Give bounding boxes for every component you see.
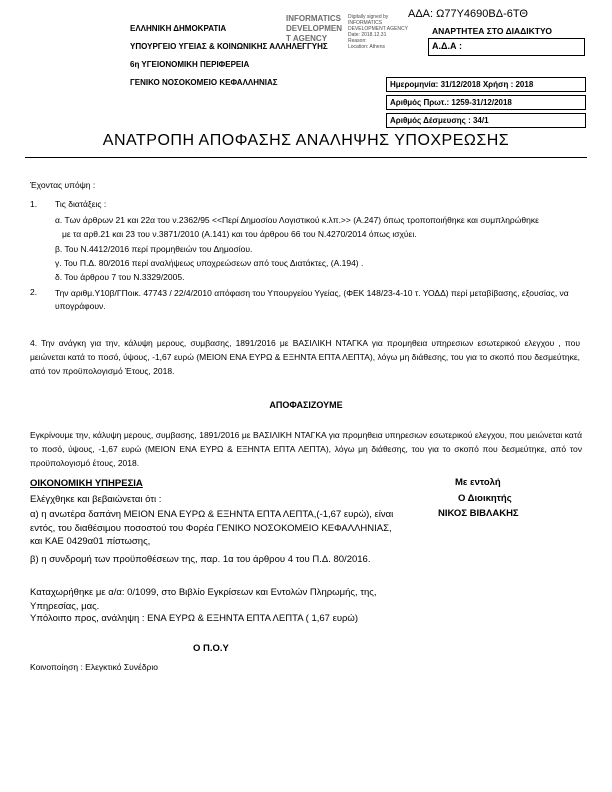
ada-reference: ΑΔΑ: Ω77Υ4690ΒΔ-6ΤΘ [408,8,528,20]
item-1a-continued: με τα αρθ.21 και 23 του ν.3871/2010 (Α.141) και του άρθρου 66 του Ν.4270/2014 όπως ισχύει. [62,229,417,239]
org-country: ΕΛΛΗΝΙΚΗ ΔΗΜΟΚΡΑΤΙΑ [130,24,227,33]
stamp-detail-line: Location: Athens [348,44,385,50]
item-1-number: 1. [30,199,38,209]
stamp-detail-line: INFORMATICS [348,20,383,26]
stamp-detail-line: Digitally signed by [348,14,389,20]
item-1d-text: δ. Του άρθρου 7 του Ν.3329/2005. [55,272,185,282]
finance-officer-title: Ο Π.Ο.Υ [193,643,229,654]
finance-section-heading: ΟΙΚΟΝΟΜΙΚΗ ΥΠΗΡΕΣΙΑ [30,478,143,489]
signature-by-order: Με εντολή [455,477,501,488]
ada-box-label: Α.Δ.Α : [432,41,462,51]
notification-line: Κοινοποίηση : Ελεγκτικό Συνέδριο [30,662,158,672]
org-ministry: ΥΠΟΥΡΓΕΙΟ ΥΓΕΙΑΣ & ΚΟΙΝΩΝΙΚΗΣ ΑΛΛΗΛΕΓΓΥΗΣ [130,42,328,51]
item-2-number: 2. [30,287,38,297]
stamp-detail-line: Reason: [348,38,367,44]
finance-point-b: β) η συνδρομή των προϋποθέσεων της, παρ. 1α του άρθρου 4 του Π.Δ. 80/2016. [30,554,371,565]
signature-role: Ο Διοικητής [458,493,512,504]
internet-posting-label: ΑΝΑΡΤΗΤΕΑ ΣΤΟ ΔΙΑΔΙΚΤΥΟ [432,26,552,36]
signature-name: ΝΙΚΟΣ ΒΙΒΛΑΚΗΣ [438,508,519,519]
document-title: ΑΝΑΤΡΟΠΗ ΑΠΟΦΑΣΗΣ ΑΝΑΛΗΨΗΣ ΥΠΟΧΡΕΩΣΗΣ [102,132,510,149]
ada-box [428,38,585,56]
date-usage-box: Ημερομηνία: 31/12/2018 Χρήση : 2018 [386,77,586,92]
title-divider [25,157,587,158]
item-2-text: Την αριθμ.Υ10β/ΓΠοικ. 47743 / 22/4/2010 απόφαση του Υπουργείου Υγείας, (ΦΕΚ 148/23-4-10 τ. ΥΟΔΔ) περί μεταβίβασης, εξουσίας, να υπογράφουν. [55,288,569,311]
item-1-text: Τις διατάξεις : [55,199,107,209]
org-hospital: ΓΕΝΙΚΟ ΝΟΣΟΚΟΜΕΙΟ ΚΕΦΑΛΛΗΝΙΑΣ [130,78,278,87]
finance-balance-line: Υπόλοιπο προς, ανάληψη : ΕΝΑ ΕΥΡΩ & ΕΞΗΝΤΑ ΕΠΤΑ ΛΕΠΤΑ ( 1,67 ευρώ) [30,613,358,624]
item-4-text: 4. Την ανάγκη για την, κάλυψη μερους, συμβασης, 1891/2016 με ΒΑΣΙΛΙΚΗ ΝΤΑΓΚΑ για προμηθεια υπηρεσιων εσωτερικού ελεγχου , που μειώνεται κατά το ποσό, ύψους, -1,67 ευρώ (ΜΕΙΟΝ ΕΝΑ ΕΥΡΩ & ΕΞΗΝΤΑ ΕΠΤΑ ΛΕΠΤΑ), λόγω μη διάθεσης, του για το σκοπό που δεσμεύτηκε, από τον προϋπολογισμό Έτους, 2018. [30,338,580,376]
stamp-detail-line: DEVELOPMENT AGENCY [348,26,408,32]
org-health-region: 6η ΥΓΕΙΟΝΟΜΙΚΗ ΠΕΡΙΦΕΡΕΙΑ [130,60,250,69]
finance-verified-line: Ελέγχθηκε και βεβαιώνεται ότι : [30,494,162,505]
item-1c-text: γ. Του Π.Δ. 80/2016 περί αναλήψεως υποχρεώσεων από τους Διατάκτες, (Α.194) . [55,258,364,268]
finance-register-line: Καταχωρήθηκε με α/α: 0/1099, στο Βιβλίο Εγκρίσεων και Εντολών Πληρωμής, της, Υπηρεσίας, μας. [30,587,377,612]
stamp-detail-line: Date: 2018.12.31 [348,32,387,38]
decision-text: Εγκρίνουμε την, κάλυψη μερους, συμβασης, 1891/2016 με ΒΑΣΙΛΙΚΗ ΝΤΑΓΚΑ για προμηθεια υπηρεσιων εσωτερικού ελεγχου, που μειώνεται κατά το ποσό, ύψους, -1,67 ευρώ (ΜΕΙΟΝ ΕΝΑ ΕΥΡΩ & ΕΞΗΝΤΑ ΕΠΤΑ ΛΕΠΤΑ), λόγω μη διάθεσης, του για το σκοπό που δεσμεύτηκε, από τον προϋπολογισμό έτους, 2018. [30,430,582,468]
having-regard-label: Έχοντας υπόψη : [30,180,96,190]
decision-heading: ΑΠΟΦΑΣΙΖΟΥΜΕ [269,400,343,410]
digital-signature-stamp [286,14,408,50]
protocol-number-box: Αριθμός Πρωτ.: 1259-31/12/2018 [386,95,586,110]
stamp-signature-details [348,14,408,50]
stamp-agency-name: INFORMATICS DEVELOPMEN T AGENCY [286,14,343,43]
finance-point-a: α) η ανωτέρα δαπάνη ΜΕΙΟΝ ΕΝΑ ΕΥΡΩ & ΕΞΗΝΤΑ ΕΠΤΑ ΛΕΠΤΑ,(-1,67 ευρώ), είναι εντός, του διαθέσιμου ποσοστού του Φορέα ΓΕΝΙΚΟ ΝΟΣΟΚΟΜΕΙΟ ΚΕΦΑΛΛΗΝΙΑΣ, και ΚΑΕ 0429α01 πίστωσης, [30,509,394,547]
commitment-number-box: Αριθμός Δέσμευσης : 34/1 [386,113,586,128]
item-1b-text: β. Του Ν.4412/2016 περί προμηθειών του Δημοσίου. [55,244,253,254]
item-1a-text: α. Των άρθρων 21 και 22α του ν.2362/95 <<Περί Δημοσίου Λογιστικού κ.λπ.>> (Α.247) όπως τροποποιήθηκε και συμπληρώθηκε [55,215,539,225]
